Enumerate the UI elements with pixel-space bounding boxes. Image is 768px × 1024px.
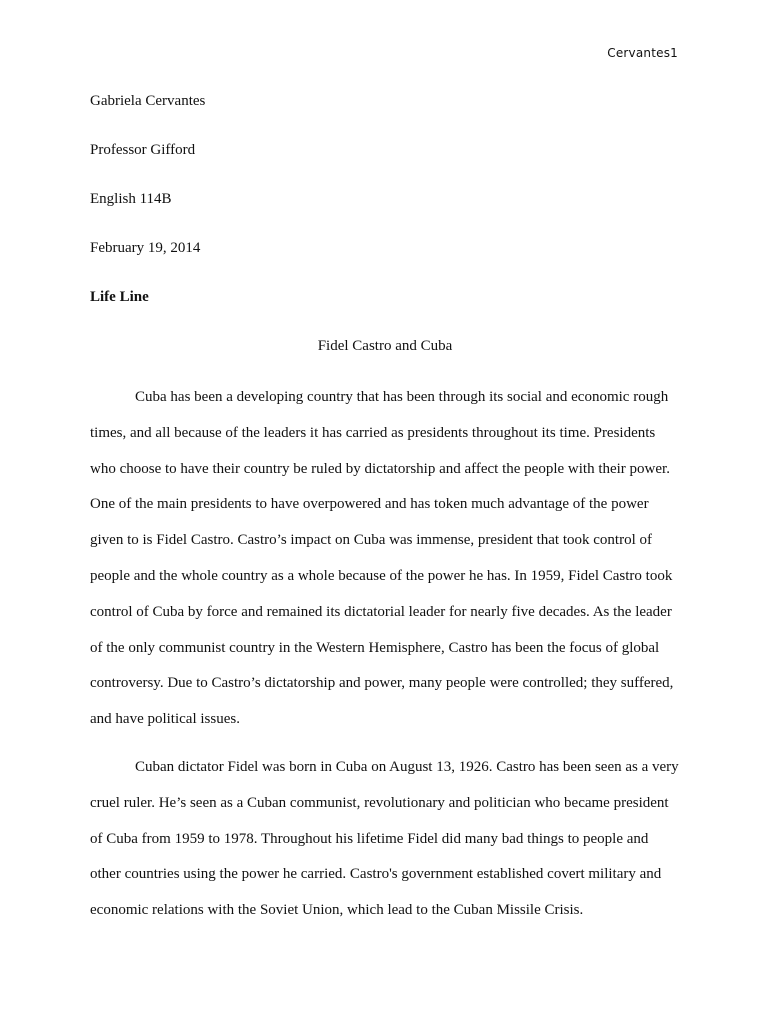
paragraph-1: Cuba has been a developing country that has been through its social and economic rough times, and all because of the leaders it has carried as presidents throughout its time. Presidents who choose to have their country be ruled by dictatorship and affect the people with their power. One of the main presidents to have overpowered and has token much advantage of the power given to is Fidel Castro. Castro’s impact on Cuba was immense, president that took control of people and the whole country as a whole because of the power he has. In 1959, Fidel Castro took control of Cuba by force and remained its dictatorial leader for nearly five decades. As the leader of the only communist country in the Western Hemisphere, Castro has been the focus of global controversy. Due to Castro’s dictatorship and power, many people were controlled; they suffered, and have political issues. <box>90 389 674 728</box>
professor-name: Professor Gifford <box>90 142 196 158</box>
essay-title: Fidel Castro and Cuba <box>317 338 453 354</box>
mla-heading <box>90 90 680 335</box>
date-line: February 19, 2014 <box>90 240 201 256</box>
essay-body <box>90 380 680 929</box>
assignment-label: Life Line <box>90 289 149 305</box>
course-name: English 114B <box>90 191 172 207</box>
running-head: Cervantes1 <box>607 46 678 60</box>
student-name: Gabriela Cervantes <box>90 93 206 109</box>
paragraph-2: Cuban dictator Fidel was born in Cuba on August 13, 1926. Castro has been seen as a very cruel ruler. He’s seen as a Cuban communist, revolutionary and politician who became president of Cuba from 1959 to 1978. Throughout his lifetime Fidel did many bad things to people and other countries using the power he carried. Castro's government established covert military and economic relations with the Soviet Union, which lead to the Cuban Missile Crisis. <box>90 758 679 919</box>
